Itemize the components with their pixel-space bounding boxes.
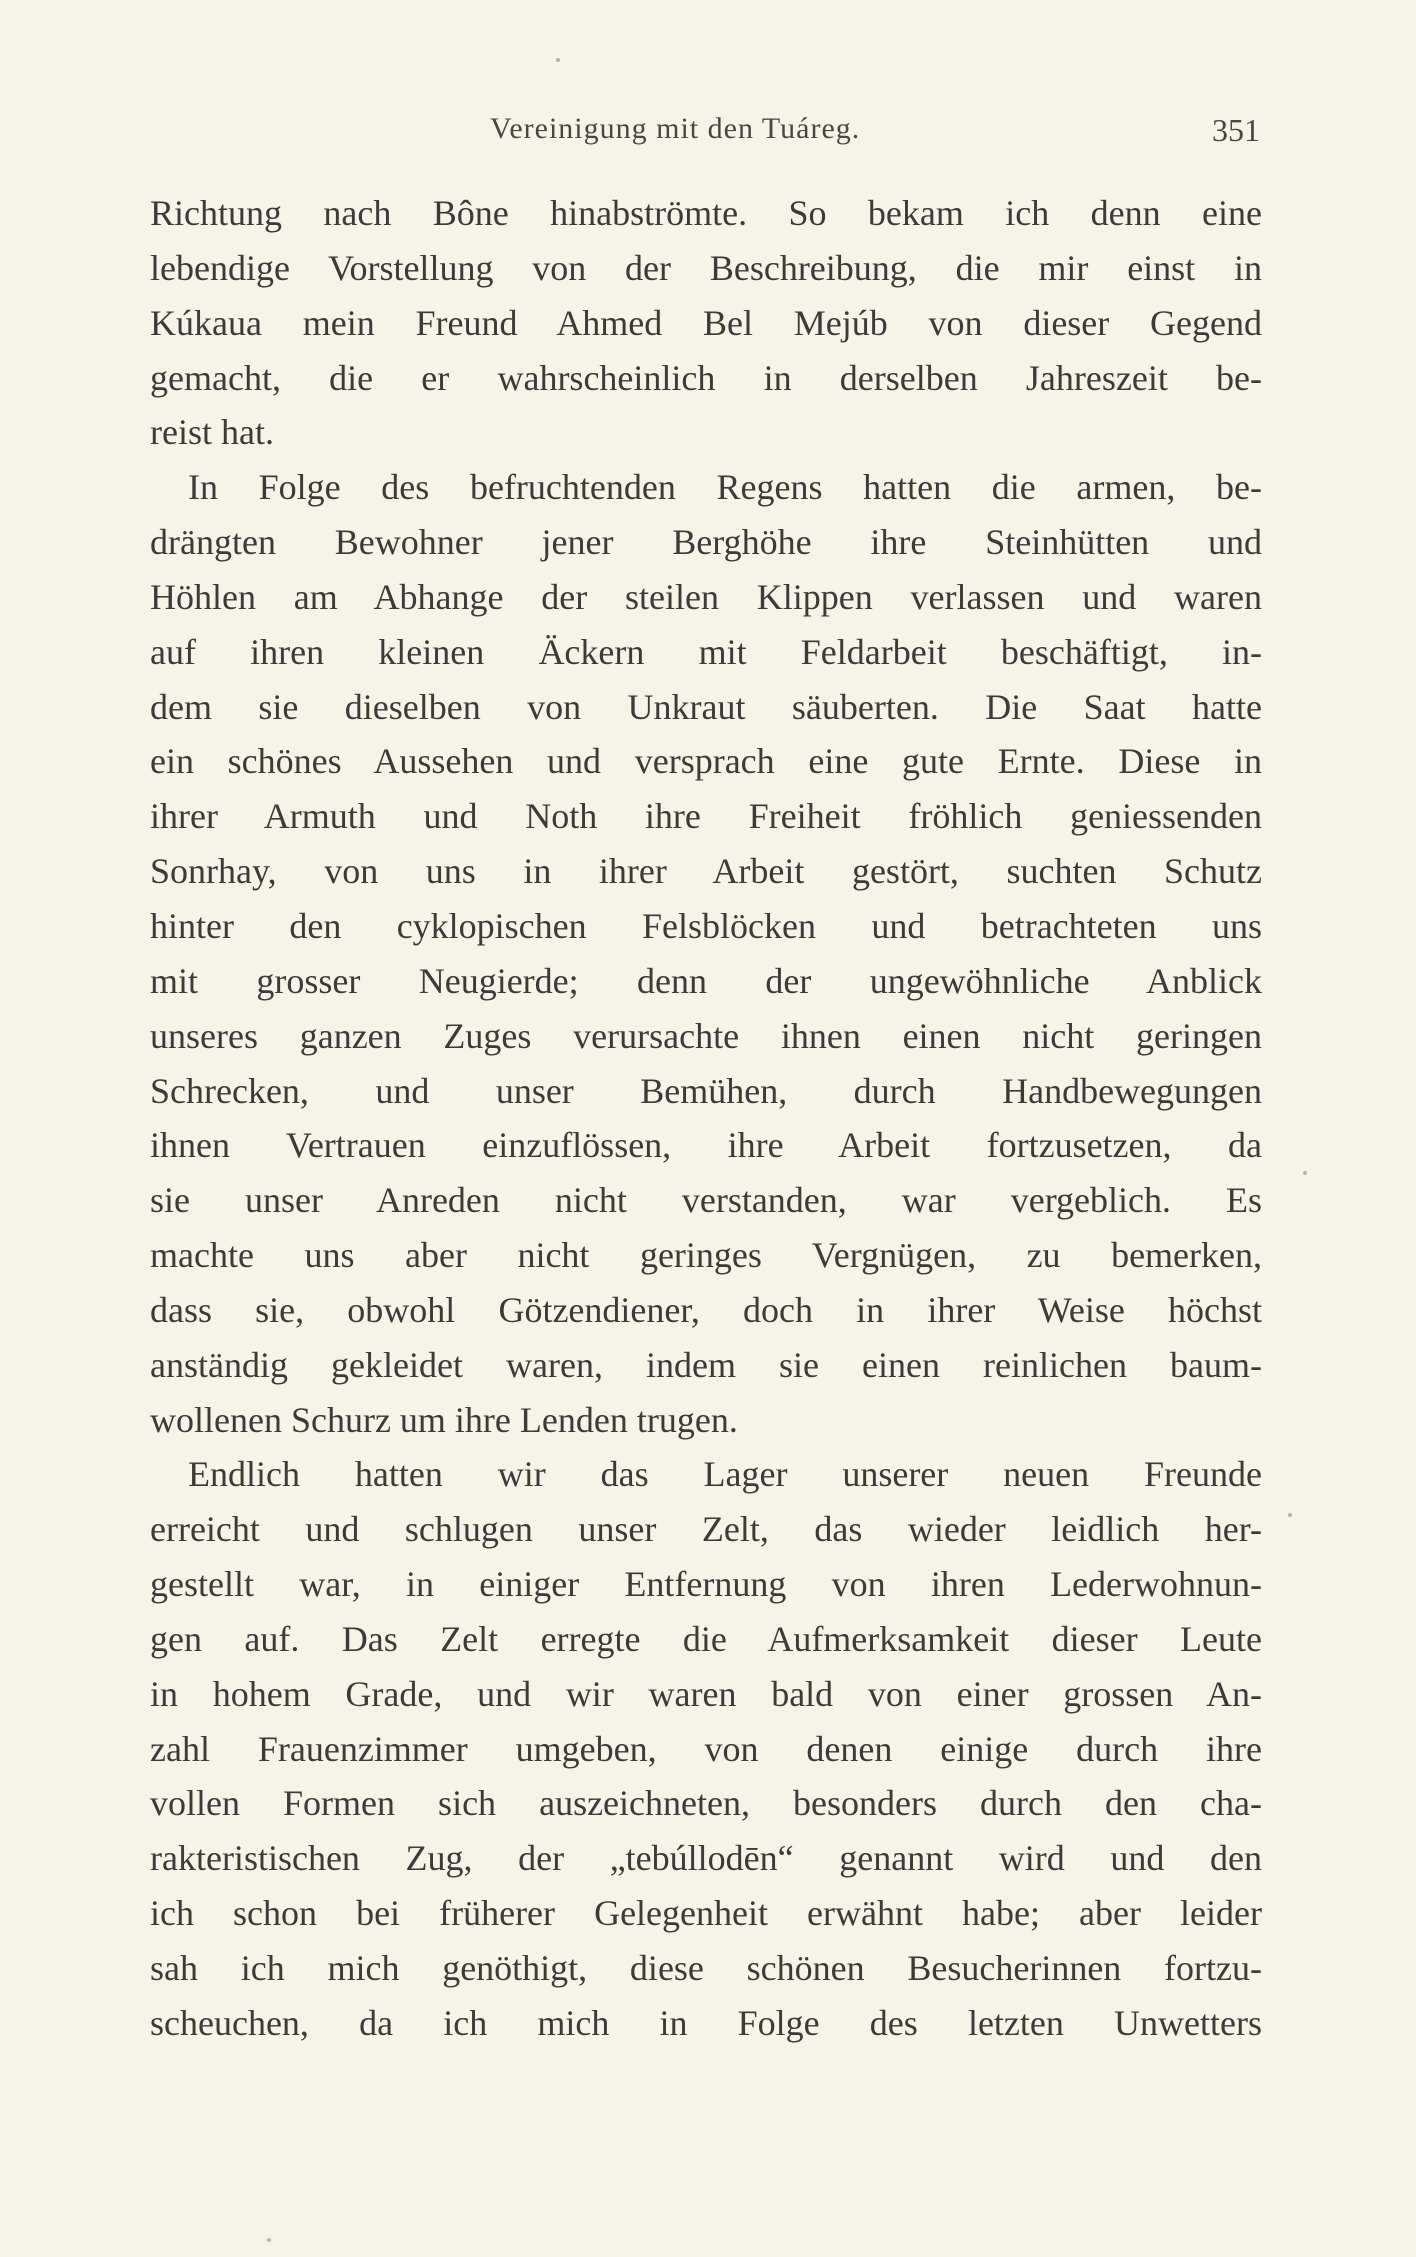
text-line: Höhlen am Abhange der steilen Klippen verlassen und waren: [150, 576, 1262, 617]
text-line: hinter den cyklopischen Felsblöcken und betrachteten uns: [150, 905, 1262, 946]
text-line: anständig gekleidet waren, indem sie einen reinlichen baum-: [150, 1344, 1262, 1385]
text-line: Kúkaua mein Freund Ahmed Bel Mejúb von dieser Gegend: [150, 302, 1262, 343]
text-line: gen auf. Das Zelt erregte die Aufmerksamkeit dieser Leute: [150, 1618, 1262, 1659]
text-line: ihnen Vertrauen einzuflössen, ihre Arbeit fortzusetzen, da: [150, 1125, 1262, 1166]
text-line: Sonrhay, von uns in ihrer Arbeit gestört, suchten Schutz: [150, 851, 1262, 892]
paper-speck: [267, 2238, 271, 2242]
text-line: auf ihren kleinen Äckern mit Feldarbeit beschäftigt, in-: [150, 631, 1262, 672]
text-line: drängten Bewohner jener Berghöhe ihre Steinhütten und: [150, 522, 1262, 563]
text-line: ein schönes Aussehen und versprach eine gute Ernte. Diese in: [150, 741, 1262, 782]
paper-speck: [1288, 1513, 1292, 1517]
text-line: Endlich hatten wir das Lager unserer neuen Freunde: [188, 1454, 1262, 1495]
text-line: gestellt war, in einiger Entfernung von ihren Lederwohnun-: [150, 1564, 1262, 1605]
page-number: 351: [1212, 112, 1260, 148]
text-line: zahl Frauenzimmer umgeben, von denen einige durch ihre: [150, 1728, 1262, 1769]
text-line: sie unser Anreden nicht verstanden, war vergeblich. Es: [150, 1180, 1262, 1221]
text-line: machte uns aber nicht geringes Vergnügen, zu bemerken,: [150, 1235, 1262, 1276]
paper-speck: [1303, 1171, 1307, 1175]
text-line: in hohem Grade, und wir waren bald von einer grossen An-: [150, 1673, 1262, 1714]
paper-speck: [556, 58, 560, 62]
text-line: Richtung nach Bône hinabströmte. So bekam ich denn eine: [150, 193, 1262, 233]
text-line: In Folge des befruchtenden Regens hatten die armen, be-: [188, 467, 1262, 508]
text-line: ich schon bei früherer Gelegenheit erwähnt habe; aber leider: [150, 1893, 1262, 1934]
text-line: ihrer Armuth und Noth ihre Freiheit fröhlich geniessenden: [150, 796, 1262, 837]
text-line: vollen Formen sich auszeichneten, besonders durch den cha-: [150, 1783, 1262, 1824]
text-line: erreicht und schlugen unser Zelt, das wieder leidlich her-: [150, 1509, 1262, 1550]
running-head: [150, 112, 1260, 162]
text-line: mit grosser Neugierde; denn der ungewöhnliche Anblick: [150, 960, 1262, 1001]
text-line: sah ich mich genöthigt, diese schönen Besucherinnen fortzu-: [150, 1948, 1262, 1988]
text-line: lebendige Vorstellung von der Beschreibung, die mir einst in: [150, 247, 1262, 288]
text-line: reist hat.: [150, 412, 274, 453]
text-line: dass sie, obwohl Götzendiener, doch in ihrer Weise höchst: [150, 1289, 1262, 1330]
text-line: Schrecken, und unser Bemühen, durch Handbewegungen: [150, 1070, 1262, 1111]
running-title: Vereinigung mit den Tuáreg.: [490, 112, 861, 145]
text-line: rakteristischen Zug, der „tebúllodēn“ genannt wird und den: [150, 1838, 1262, 1879]
text-line: scheuchen, da ich mich in Folge des letzten Unwetters: [150, 2002, 1262, 2043]
text-line: unseres ganzen Zuges verursachte ihnen einen nicht geringen: [150, 1015, 1262, 1056]
text-line: wollenen Schurz um ihre Lenden trugen.: [150, 1399, 738, 1440]
text-line: dem sie dieselben von Unkraut säuberten. Die Saat hatte: [150, 686, 1262, 727]
body-text: [150, 186, 1262, 2051]
text-line: gemacht, die er wahrscheinlich in derselben Jahreszeit be-: [150, 357, 1262, 398]
